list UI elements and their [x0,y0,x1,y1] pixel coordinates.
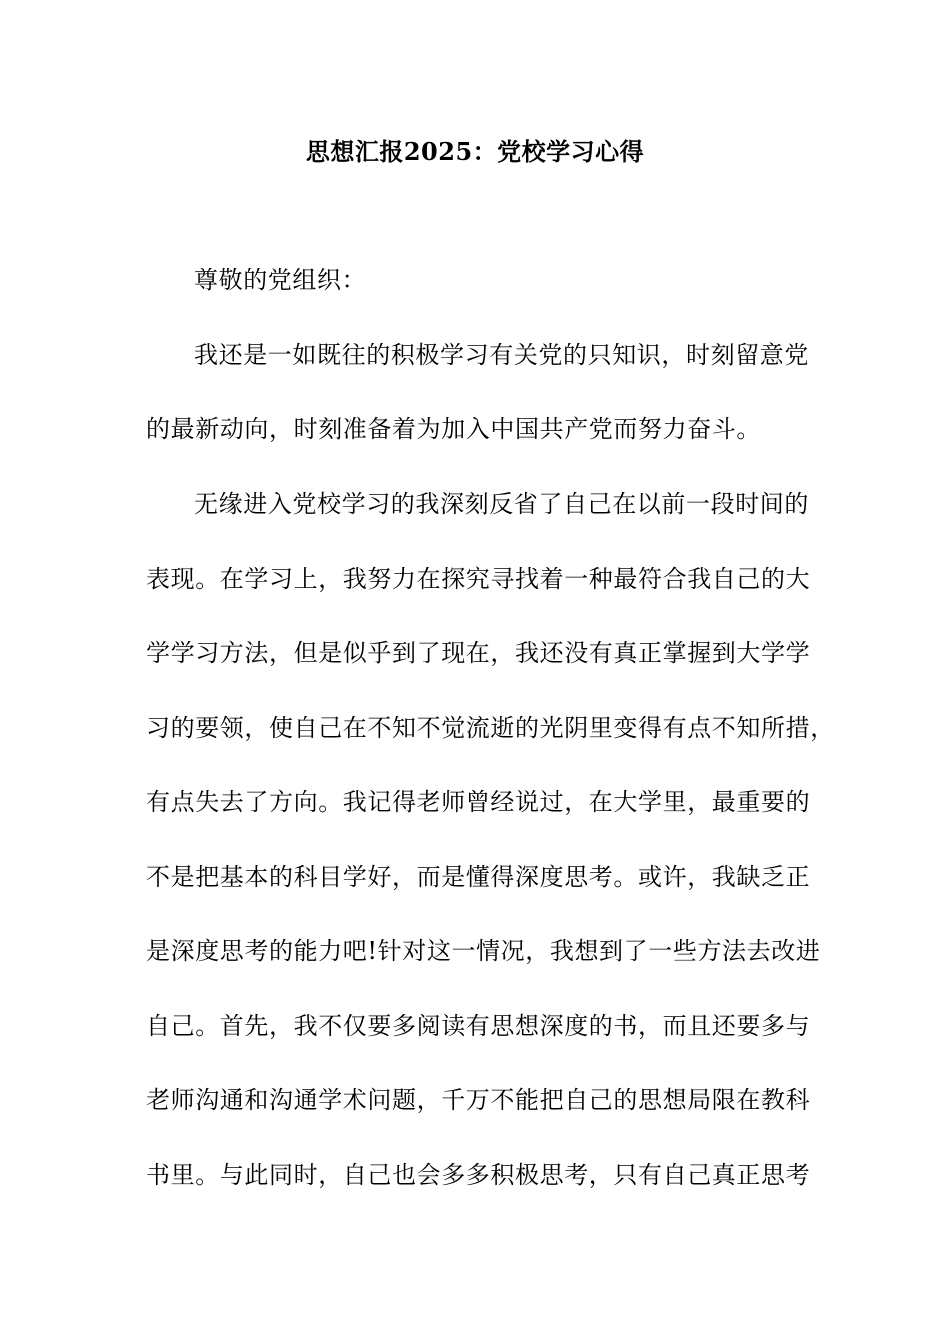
paragraph-line: 书里。与此同时，自己也会多多积极思考，只有自己真正思考 [146,1161,811,1189]
paragraph-line: 学学习方法，但是似乎到了现在，我还没有真正掌握到大学学 [146,639,811,667]
paragraph-line: 是深度思考的能力吧!针对这一情况，我想到了一些方法去改进 [146,937,821,965]
paragraph-line: 老师沟通和沟通学术问题，千万不能把自己的思想局限在教科 [146,1086,811,1114]
document-title: 思想汇报2025：党校学习心得 [305,137,645,166]
paragraph-line: 有点失去了方向。我记得老师曾经说过，在大学里，最重要的 [146,788,811,816]
paragraph-line: 不是把基本的科目学好，而是懂得深度思考。或许，我缺乏正 [146,863,811,891]
paragraph-line: 的最新动向，时刻准备着为加入中国共产党而努力奋斗。 [146,415,761,443]
paragraph-line: 表现。在学习上，我努力在探究寻找着一种最符合我自己的大 [146,565,811,593]
paragraph-line: 习的要领，使自己在不知不觉流逝的光阴里变得有点不知所措， [146,714,835,742]
paragraph-line: 我还是一如既往的积极学习有关党的只知识，时刻留意党 [194,341,809,369]
paragraph-line: 自己。首先，我不仅要多阅读有思想深度的书，而且还要多与 [146,1012,811,1040]
salutation: 尊敬的党组织： [194,266,367,294]
paragraph-line: 无缘进入党校学习的我深刻反省了自己在以前一段时间的 [194,490,809,518]
